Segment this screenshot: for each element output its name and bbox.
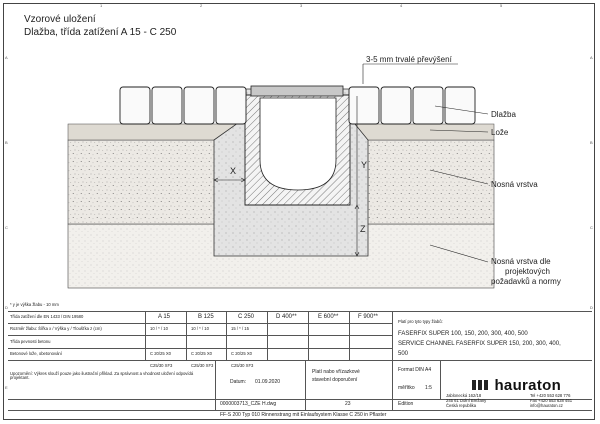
- paving-left: [120, 87, 246, 124]
- class-e600: E 600**: [318, 314, 339, 320]
- address-line-6: info@hauraton.cz: [530, 403, 563, 408]
- zone-marker-top-3: 3: [300, 3, 303, 8]
- zone-marker-side-c-right: C: [590, 225, 593, 230]
- zone-marker-side-c: C: [5, 225, 8, 230]
- bedding-a15: C25/30 XF3: [150, 363, 173, 368]
- bedding-b125: C25/30 XF3: [191, 363, 214, 368]
- drawing-title: Vzorové uložení: [24, 14, 96, 25]
- row-dimension-label: Rozměr žlabu: Šířka x / Výška y / Tloušťka z (cm): [10, 326, 102, 331]
- zone-marker-side-a-right: A: [590, 55, 593, 60]
- zone-marker-side-e: E: [5, 385, 8, 390]
- format-value: A4: [425, 367, 432, 373]
- zone-marker-top-1: 1: [100, 3, 103, 8]
- product-line-2: SERVICE CHANNEL FASERFIX SUPER 150, 200, 300, 400,: [398, 341, 561, 347]
- label-subbase-3: požadavků a normy: [491, 277, 561, 286]
- paving-right: [349, 87, 475, 124]
- dimension-z-label: Z: [360, 224, 366, 234]
- hauraton-mark-icon: [472, 378, 490, 392]
- label-paving: Dlažba: [491, 110, 516, 119]
- address-line-3: 245 61 Dolní Brežany: [446, 398, 487, 403]
- product-line-3: 500: [398, 351, 409, 357]
- grate: [251, 86, 343, 96]
- revision: 23: [345, 401, 351, 407]
- bedding-c250: C25/30 XF3: [231, 363, 254, 368]
- edition-label: Edition: [398, 401, 414, 407]
- label-bedding: Lože: [491, 128, 509, 137]
- date-label: Datum:: [230, 379, 247, 385]
- product-line-1: FASERFIX SUPER 100, 150, 200, 300, 400, 500: [398, 331, 528, 337]
- class-a15: A 15: [158, 314, 171, 320]
- description-line-1: Platí nabo vřízazkové: [312, 369, 360, 375]
- channel-opening: [260, 98, 336, 190]
- dimension-x-label: X: [230, 166, 237, 176]
- class-d400: D 400**: [276, 314, 297, 320]
- concrete-b125: C 20/25 X0: [191, 351, 212, 356]
- class-c250: C 250: [238, 314, 255, 320]
- document-number: 0000003713_CZE H.dwg: [220, 401, 277, 407]
- address-line-4: Fax +420 553 628 451: [530, 398, 573, 403]
- dimension-y-label: Y: [361, 160, 368, 170]
- zone-marker-side-b-right: B: [590, 140, 593, 145]
- zone-marker-top-2: 2: [200, 3, 203, 8]
- scale-value: 1:5: [425, 385, 432, 391]
- class-f900: F 900**: [358, 314, 379, 320]
- zone-marker-side-d: D: [5, 305, 8, 310]
- label-base: Nosná vrstva: [491, 180, 538, 189]
- address-line-1: Jablonecká 162/18: [446, 393, 482, 398]
- label-subbase-2: projektových: [505, 267, 550, 276]
- zone-marker-side-b: B: [5, 140, 8, 145]
- zone-marker-top-5: 5: [500, 3, 503, 8]
- zone-marker-top-4: 4: [400, 3, 403, 8]
- dimension-b125: 10 / * / 10: [191, 326, 209, 331]
- footer-title: FF-S 200 Typ 010 Rinnenstrang mit Einlaufsystem Klasse C 250 in Pflaster: [220, 412, 387, 418]
- description-line-2: stavební doporučení: [312, 377, 358, 383]
- format-label: Format DIN: [398, 367, 424, 373]
- label-subbase-1: Nosná vrstva dle: [491, 257, 551, 266]
- table-note: * y je výška žlabu - 10 mm: [10, 302, 59, 307]
- dimension-c250: 15 / * / 15: [231, 326, 249, 331]
- concrete-c250: C 20/25 X0: [231, 351, 252, 356]
- dimension-a15: 10 / * / 10: [150, 326, 168, 331]
- disclaimer: Upozornění: Výkres slouží pouze jako ilustrační příklad. Za správnost a vhodnost uložení odpovídá projektant.: [10, 371, 194, 381]
- date-value: 01.09.2020: [255, 379, 281, 385]
- zone-marker-side-a: A: [5, 55, 8, 60]
- drawing-subtitle: Dlažba, třída zatížení A 15 - C 250: [24, 27, 177, 38]
- address-line-2: Tel +420 553 628 776: [530, 393, 571, 398]
- scale-label: měřítko: [398, 385, 415, 391]
- address-line-5: Česká republika: [446, 403, 477, 408]
- row-class-label: Třída zatížení dle EN 1433 / DIN 19580: [10, 314, 84, 319]
- zone-marker-side-d-right: D: [590, 305, 593, 310]
- label-gap: 3-5 mm trvalé převýšení: [366, 55, 452, 64]
- row-concrete-label: Třída pevnosti betonu: [10, 339, 51, 344]
- class-b125: B 125: [198, 314, 214, 320]
- product-header: Platí pro tyto typy žlabů:: [398, 319, 443, 324]
- brand-logo: [472, 377, 561, 394]
- brand-name: hauraton: [494, 377, 562, 394]
- concrete-a15: C 20/25 X0: [150, 351, 171, 356]
- row-bedding-label: Betonové lože, obetonování: [10, 351, 62, 356]
